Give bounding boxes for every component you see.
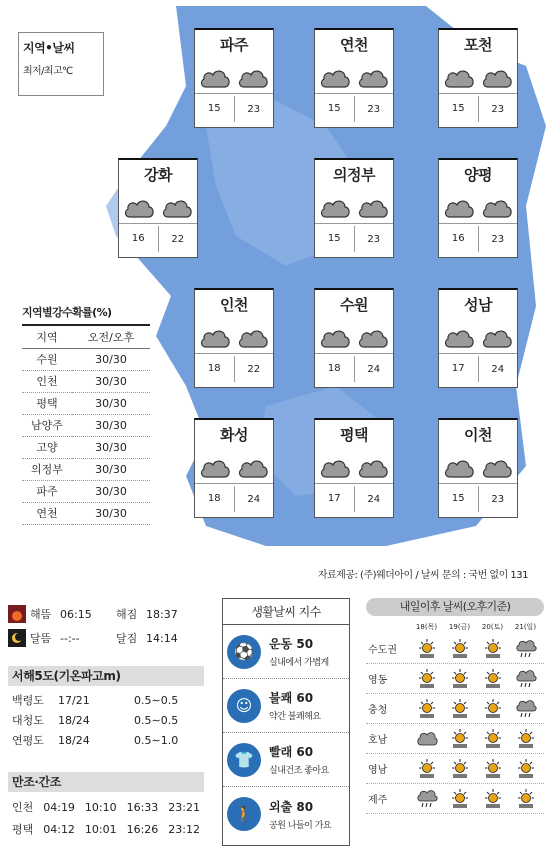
- sun-icon: [515, 789, 537, 809]
- tide-cell: 인천: [12, 801, 34, 814]
- sun-icon: [482, 789, 504, 809]
- city-high: 23: [367, 233, 381, 245]
- rain-region: 의정부: [22, 458, 72, 480]
- city-low: 18: [195, 356, 235, 382]
- sea-temp: 18/24: [58, 733, 90, 747]
- cloud-icon: [160, 195, 194, 221]
- forecast-row: [366, 634, 544, 664]
- rain-region: 평택: [22, 392, 72, 414]
- sea-title: 서해5도(기온파고m): [8, 666, 204, 686]
- life-name: 빨래 60: [269, 745, 314, 759]
- cloud-icon: [442, 455, 476, 481]
- sea-island: 대청도: [12, 714, 44, 727]
- city-temps: [195, 354, 273, 384]
- forecast-row: [366, 784, 544, 814]
- forecast-region: 제주: [368, 795, 388, 806]
- city-temps: [315, 224, 393, 254]
- city-high: 23: [491, 103, 505, 115]
- cloud-icon: [318, 325, 352, 351]
- cloud-icon: [416, 729, 438, 749]
- city-weather-icons: [195, 62, 273, 94]
- rain-head-ampm: 오전/오후: [72, 326, 150, 348]
- tide-row: [8, 818, 204, 840]
- forecast-region: 수도권: [368, 645, 397, 656]
- sea-wave: 0.5∼1.0: [134, 733, 179, 747]
- city-name: 파주: [220, 36, 248, 54]
- tide-cell: 평택: [12, 823, 34, 836]
- forecast-day: 21(일): [514, 623, 537, 631]
- city-name: 양평: [464, 166, 492, 184]
- rain-value: 30/30: [72, 480, 150, 502]
- tide-cell: 04:12: [43, 822, 75, 836]
- tide-row: [8, 796, 204, 818]
- city-weather-icons: [315, 452, 393, 484]
- tide-cell: 10:10: [84, 800, 117, 814]
- sea-wave: 0.5∼0.5: [134, 713, 179, 727]
- tide-info: [8, 772, 204, 840]
- rain-head-region: 지역: [22, 326, 72, 348]
- forecast-day: 19(금): [448, 623, 471, 631]
- city-card: [194, 28, 274, 128]
- city-temps: [195, 484, 273, 514]
- city-high: 24: [491, 363, 505, 375]
- city-card: [314, 28, 394, 128]
- city-card: [194, 418, 274, 518]
- city-low: 18: [195, 486, 235, 512]
- forecast-row: [366, 754, 544, 784]
- legend-subtitle: 최저/최고℃: [23, 66, 73, 77]
- sun-icon: [449, 639, 471, 659]
- life-desc: 실내건조 좋아요: [269, 766, 329, 776]
- city-card: [314, 288, 394, 388]
- sea-island: 백령도: [12, 694, 44, 707]
- sun-icon: [416, 699, 438, 719]
- city-high: 23: [491, 493, 505, 505]
- sun-icon: [515, 759, 537, 779]
- sun-icon: [449, 789, 471, 809]
- life-item: [223, 625, 349, 679]
- city-temps: [119, 224, 197, 254]
- tide-cell: 10:01: [84, 822, 117, 836]
- laundry-icon: 👕: [227, 743, 261, 777]
- rain-region: 고양: [22, 436, 72, 458]
- legend-title: 지역•날씨: [23, 41, 75, 55]
- sunrise-label: 해뜸: [30, 608, 52, 621]
- cloud-icon: [318, 455, 352, 481]
- city-high: 23: [247, 103, 261, 115]
- sea-row: [8, 730, 204, 750]
- rain-cloud-icon: [515, 639, 537, 659]
- sun-icon: [416, 639, 438, 659]
- city-temps: [315, 354, 393, 384]
- tide-cell: 16:26: [126, 822, 159, 836]
- rain-value: 30/30: [72, 436, 150, 458]
- city-temps: [315, 484, 393, 514]
- sun-icon: [449, 759, 471, 779]
- city-high: 24: [247, 493, 261, 505]
- city-card: [118, 158, 198, 258]
- city-card: [438, 158, 518, 258]
- city-weather-icons: [119, 192, 197, 224]
- sun-moon: [8, 602, 204, 650]
- rain-cloud-icon: [515, 699, 537, 719]
- moon-row: [8, 626, 204, 650]
- rain-value: 30/30: [72, 414, 150, 436]
- rain-cloud-icon: [515, 669, 537, 689]
- forecast-day: 18(목): [415, 623, 438, 631]
- city-high: 23: [367, 103, 381, 115]
- cloud-icon: [356, 195, 390, 221]
- sun-row: [8, 602, 204, 626]
- city-name: 평택: [340, 426, 368, 444]
- cloud-icon: [236, 325, 270, 351]
- region-map: [6, 6, 546, 546]
- city-name: 수원: [340, 296, 368, 314]
- sun-icon: [449, 729, 471, 749]
- rain-value: 30/30: [72, 348, 150, 370]
- city-name: 포천: [464, 36, 492, 54]
- tide-cell: 04:19: [43, 800, 75, 814]
- cloud-icon: [442, 195, 476, 221]
- city-temps: [439, 354, 517, 384]
- city-weather-icons: [315, 62, 393, 94]
- city-high: 22: [171, 233, 185, 245]
- city-high: 23: [491, 233, 505, 245]
- life-title: 생활날씨 지수: [223, 599, 349, 625]
- sunset-label: 해짐: [116, 608, 138, 621]
- forecast-days: [366, 622, 544, 634]
- cloud-icon: [236, 65, 270, 91]
- cloud-icon: [356, 325, 390, 351]
- city-low: 15: [439, 486, 479, 512]
- forecast-day: 20(토): [481, 623, 504, 631]
- sun-icon: [482, 759, 504, 779]
- city-weather-icons: [315, 322, 393, 354]
- life-name: 외출 80: [269, 799, 314, 814]
- cloud-icon: [442, 65, 476, 91]
- city-name: 성남: [464, 296, 492, 314]
- rain-row: [22, 414, 150, 436]
- sea-wave: 0.5∼0.5: [134, 693, 179, 707]
- cloud-icon: [480, 65, 514, 91]
- sea-row: [8, 710, 204, 730]
- forecast-title: 내일이후 날씨(오후기준): [366, 598, 544, 616]
- rain-value: 30/30: [72, 458, 150, 480]
- life-desc: 실내에서 가볍게: [269, 658, 329, 668]
- cloud-icon: [318, 65, 352, 91]
- cloud-icon: [480, 325, 514, 351]
- sea-temp: 17/21: [58, 693, 90, 707]
- forecast-region: 영동: [368, 675, 388, 686]
- rain-table: [22, 326, 150, 525]
- city-low: 17: [439, 356, 479, 382]
- city-weather-icons: [439, 322, 517, 354]
- forecast: [366, 598, 544, 814]
- tide-cell: 23:21: [168, 800, 200, 814]
- city-weather-icons: [195, 452, 273, 484]
- life-item: [223, 733, 349, 787]
- sun-icon: [416, 669, 438, 689]
- legend-box: [18, 32, 104, 96]
- life-desc: 공원 나들이 가요: [269, 820, 332, 831]
- moonrise-icon: [8, 629, 26, 647]
- city-low: 17: [315, 486, 355, 512]
- city-temps: [195, 94, 273, 124]
- cloud-icon: [236, 455, 270, 481]
- city-weather-icons: [439, 452, 517, 484]
- cloud-icon: [356, 455, 390, 481]
- rain-row: [22, 458, 150, 480]
- moonrise-time: --:--: [60, 631, 80, 645]
- moonrise-label: 달뜸: [30, 632, 52, 645]
- city-high: 22: [247, 363, 261, 375]
- tide-cell: 16:33: [126, 800, 159, 814]
- cloud-icon: [480, 195, 514, 221]
- rain-cloud-icon: [416, 789, 438, 809]
- city-temps: [439, 484, 517, 514]
- city-weather-icons: [439, 62, 517, 94]
- life-name: 불쾌 60: [269, 691, 314, 705]
- city-weather-icons: [315, 192, 393, 224]
- cloud-icon: [480, 455, 514, 481]
- rain-row: [22, 370, 150, 392]
- moonset-label: 달짐: [116, 632, 138, 645]
- data-source: 자료제공: (주)웨더아이 / 날씨 문의 : 국번 없이 131: [317, 570, 528, 581]
- city-name: 의정부: [333, 166, 375, 184]
- city-low: 15: [195, 96, 235, 122]
- forecast-row: [366, 664, 544, 694]
- city-low: 18: [315, 356, 355, 382]
- city-high: 24: [367, 363, 381, 375]
- rain-row: [22, 480, 150, 502]
- life-item: [223, 679, 349, 733]
- cloud-icon: [198, 455, 232, 481]
- forecast-row: [366, 694, 544, 724]
- forecast-region: 호남: [368, 735, 388, 746]
- city-name: 이천: [464, 426, 492, 444]
- city-weather-icons: [439, 192, 517, 224]
- sea-row: [8, 690, 204, 710]
- city-name: 인천: [220, 296, 248, 314]
- life-desc: 약간 불쾌해요: [269, 712, 321, 722]
- city-card: [438, 288, 518, 388]
- city-card: [314, 418, 394, 518]
- life-name: 운동 50: [269, 637, 314, 651]
- city-name: 연천: [340, 36, 368, 54]
- outing-icon: 🚶: [227, 797, 261, 831]
- discomfort-icon: ☺: [227, 689, 261, 723]
- city-name: 화성: [220, 426, 248, 444]
- rain-row: [22, 502, 150, 524]
- exercise-icon: ⚽: [227, 635, 261, 669]
- city-card: [438, 418, 518, 518]
- rain-region: 인천: [22, 370, 72, 392]
- forecast-row: [366, 724, 544, 754]
- city-low: 15: [315, 96, 355, 122]
- city-low: 15: [439, 96, 479, 122]
- city-low: 16: [119, 226, 159, 252]
- cloud-icon: [122, 195, 156, 221]
- rain-probability: [22, 304, 150, 525]
- city-card: [194, 288, 274, 388]
- cloud-icon: [442, 325, 476, 351]
- sun-icon: [449, 669, 471, 689]
- sun-icon: [482, 639, 504, 659]
- rain-region: 파주: [22, 480, 72, 502]
- sea-info: [8, 666, 204, 750]
- city-card: [438, 28, 518, 128]
- cloud-icon: [198, 325, 232, 351]
- cloud-icon: [356, 65, 390, 91]
- city-low: 15: [315, 226, 355, 252]
- rain-region: 수원: [22, 348, 72, 370]
- forecast-region: 영남: [368, 765, 388, 776]
- rain-region: 연천: [22, 502, 72, 524]
- city-low: 16: [439, 226, 479, 252]
- city-high: 24: [367, 493, 381, 505]
- forecast-region: 충청: [368, 705, 388, 716]
- rain-value: 30/30: [72, 502, 150, 524]
- city-name: 강화: [144, 166, 172, 184]
- sun-icon: [416, 759, 438, 779]
- sun-icon: [482, 729, 504, 749]
- city-card: [314, 158, 394, 258]
- sun-icon: [482, 699, 504, 719]
- sunset-time: 18:37: [146, 607, 178, 621]
- rain-row: [22, 392, 150, 414]
- rain-row: [22, 348, 150, 370]
- cloud-icon: [318, 195, 352, 221]
- city-temps: [315, 94, 393, 124]
- tide-cell: 23:12: [168, 822, 200, 836]
- cloud-icon: [198, 65, 232, 91]
- life-item: [223, 787, 349, 841]
- city-weather-icons: [195, 322, 273, 354]
- rain-value: 30/30: [72, 392, 150, 414]
- rain-row: [22, 436, 150, 458]
- city-temps: [439, 224, 517, 254]
- sunrise-icon: [8, 605, 26, 623]
- rain-title: 지역별강수확률(%): [22, 304, 150, 326]
- tide-title: 만조·간조: [8, 772, 204, 792]
- sea-island: 연평도: [12, 734, 44, 747]
- sea-temp: 18/24: [58, 713, 90, 727]
- sun-icon: [449, 699, 471, 719]
- rain-region: 남양주: [22, 414, 72, 436]
- sunrise-time: 06:15: [60, 607, 92, 621]
- city-temps: [439, 94, 517, 124]
- rain-value: 30/30: [72, 370, 150, 392]
- life-index: [222, 598, 350, 846]
- sun-icon: [482, 669, 504, 689]
- sun-icon: [515, 729, 537, 749]
- moonset-time: 14:14: [146, 631, 178, 645]
